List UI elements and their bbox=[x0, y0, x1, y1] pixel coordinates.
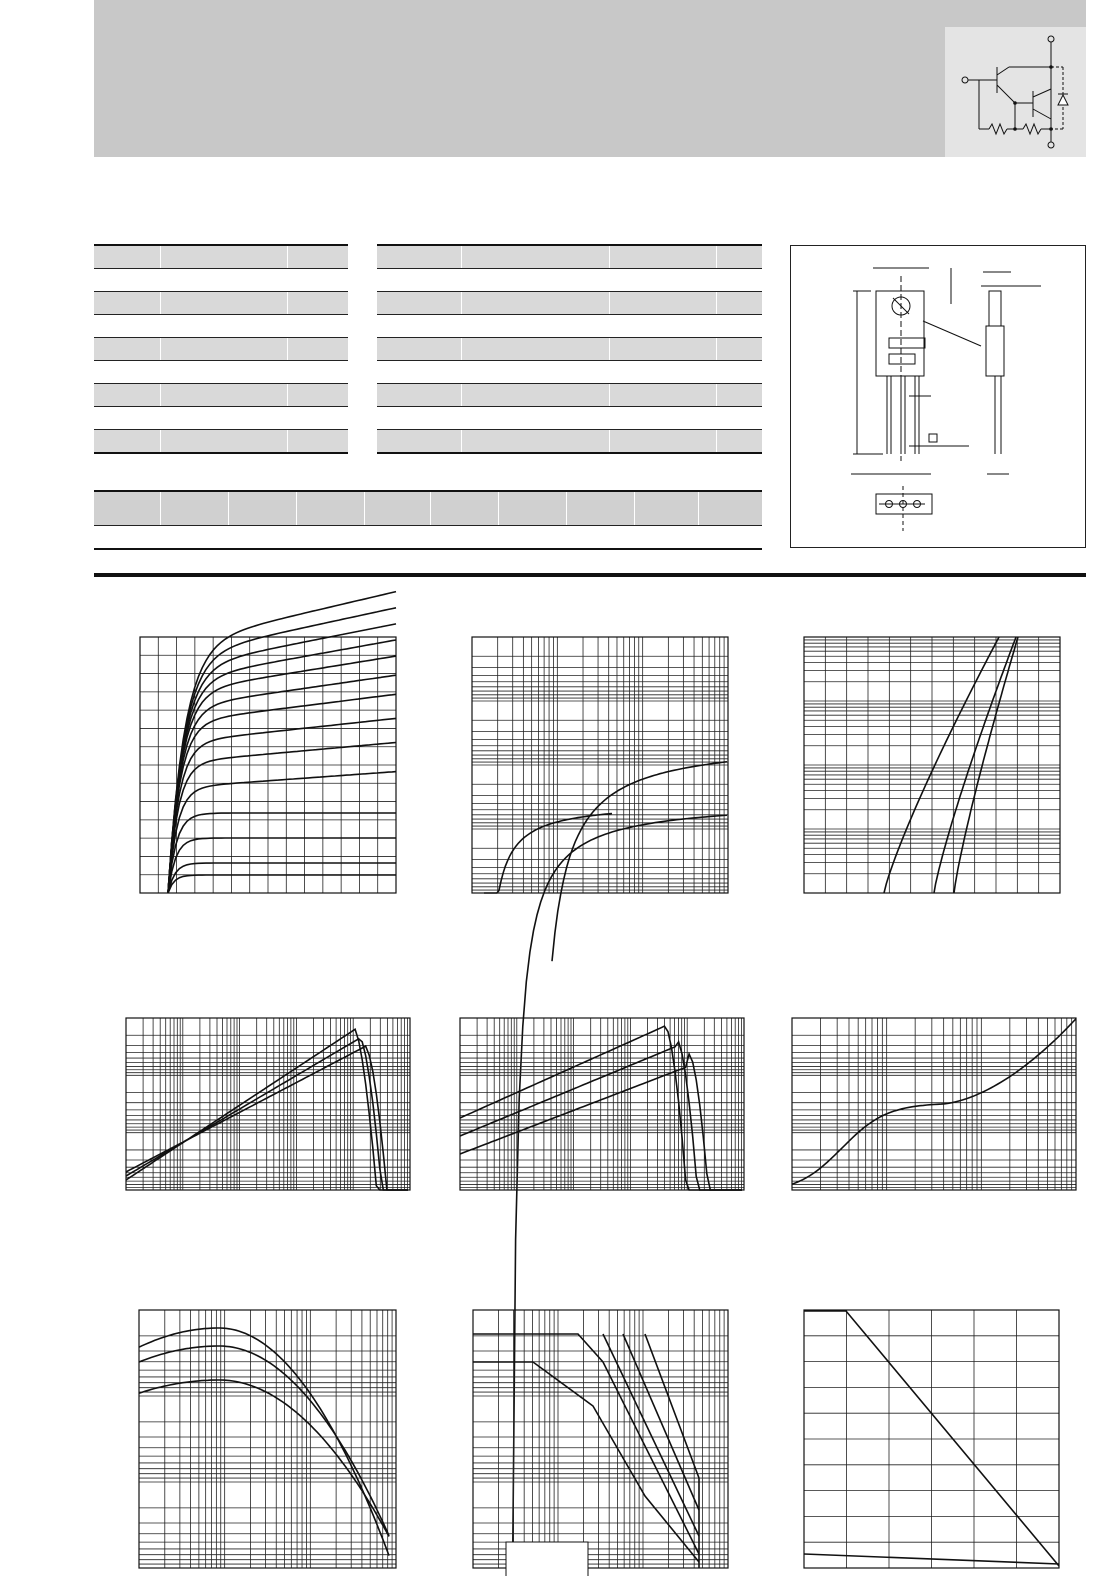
series-line bbox=[645, 1334, 699, 1568]
graph-4 bbox=[126, 1018, 410, 1190]
table-row bbox=[94, 430, 348, 454]
table-row bbox=[94, 526, 762, 550]
legend-box bbox=[506, 1542, 588, 1576]
table-row bbox=[94, 292, 348, 315]
rank-table bbox=[94, 492, 762, 550]
series-line bbox=[484, 814, 612, 894]
series-line bbox=[168, 875, 396, 893]
table-row bbox=[377, 430, 762, 454]
table-row bbox=[94, 338, 348, 361]
table-row bbox=[377, 246, 762, 269]
plot-frame bbox=[139, 1310, 396, 1568]
package-outline-box bbox=[790, 245, 1086, 548]
series-line bbox=[168, 608, 396, 893]
table-row bbox=[377, 407, 762, 430]
graph-7 bbox=[139, 1310, 396, 1568]
table-row bbox=[377, 361, 762, 384]
graph-8 bbox=[473, 1310, 728, 1568]
table-row bbox=[377, 315, 762, 338]
equivalent-circuit-diagram bbox=[945, 27, 1086, 157]
table-row bbox=[94, 361, 348, 384]
plot-frame bbox=[473, 1310, 728, 1568]
graph-6 bbox=[792, 1018, 1076, 1190]
table-row bbox=[377, 338, 762, 361]
table-row bbox=[377, 384, 762, 407]
series-line bbox=[168, 718, 396, 893]
graph-3 bbox=[804, 637, 1060, 893]
graph-1 bbox=[140, 637, 396, 893]
table-row bbox=[94, 315, 348, 338]
header-band bbox=[94, 0, 1086, 157]
characteristics-table bbox=[377, 246, 762, 454]
ratings-table bbox=[94, 246, 348, 454]
series-line bbox=[168, 624, 396, 893]
table-row bbox=[377, 269, 762, 292]
equivalent-circuit-panel bbox=[945, 27, 1086, 157]
series-line bbox=[552, 762, 727, 961]
series-line bbox=[792, 1019, 1076, 1184]
table-row bbox=[94, 384, 348, 407]
table-row bbox=[377, 292, 762, 315]
graph-2 bbox=[472, 637, 728, 893]
series-line bbox=[168, 640, 396, 893]
table-row bbox=[94, 269, 348, 292]
series-line bbox=[168, 838, 396, 893]
section-separator-rule bbox=[94, 573, 1086, 577]
series-line bbox=[168, 813, 396, 893]
package-outline-drawing bbox=[791, 246, 1087, 549]
plot-frame bbox=[460, 1018, 744, 1190]
table-row bbox=[94, 246, 348, 269]
table-row bbox=[94, 492, 762, 526]
series-line bbox=[168, 863, 396, 893]
graph-9 bbox=[804, 1310, 1059, 1568]
table-row bbox=[94, 407, 348, 430]
graph-5 bbox=[460, 1018, 744, 1190]
